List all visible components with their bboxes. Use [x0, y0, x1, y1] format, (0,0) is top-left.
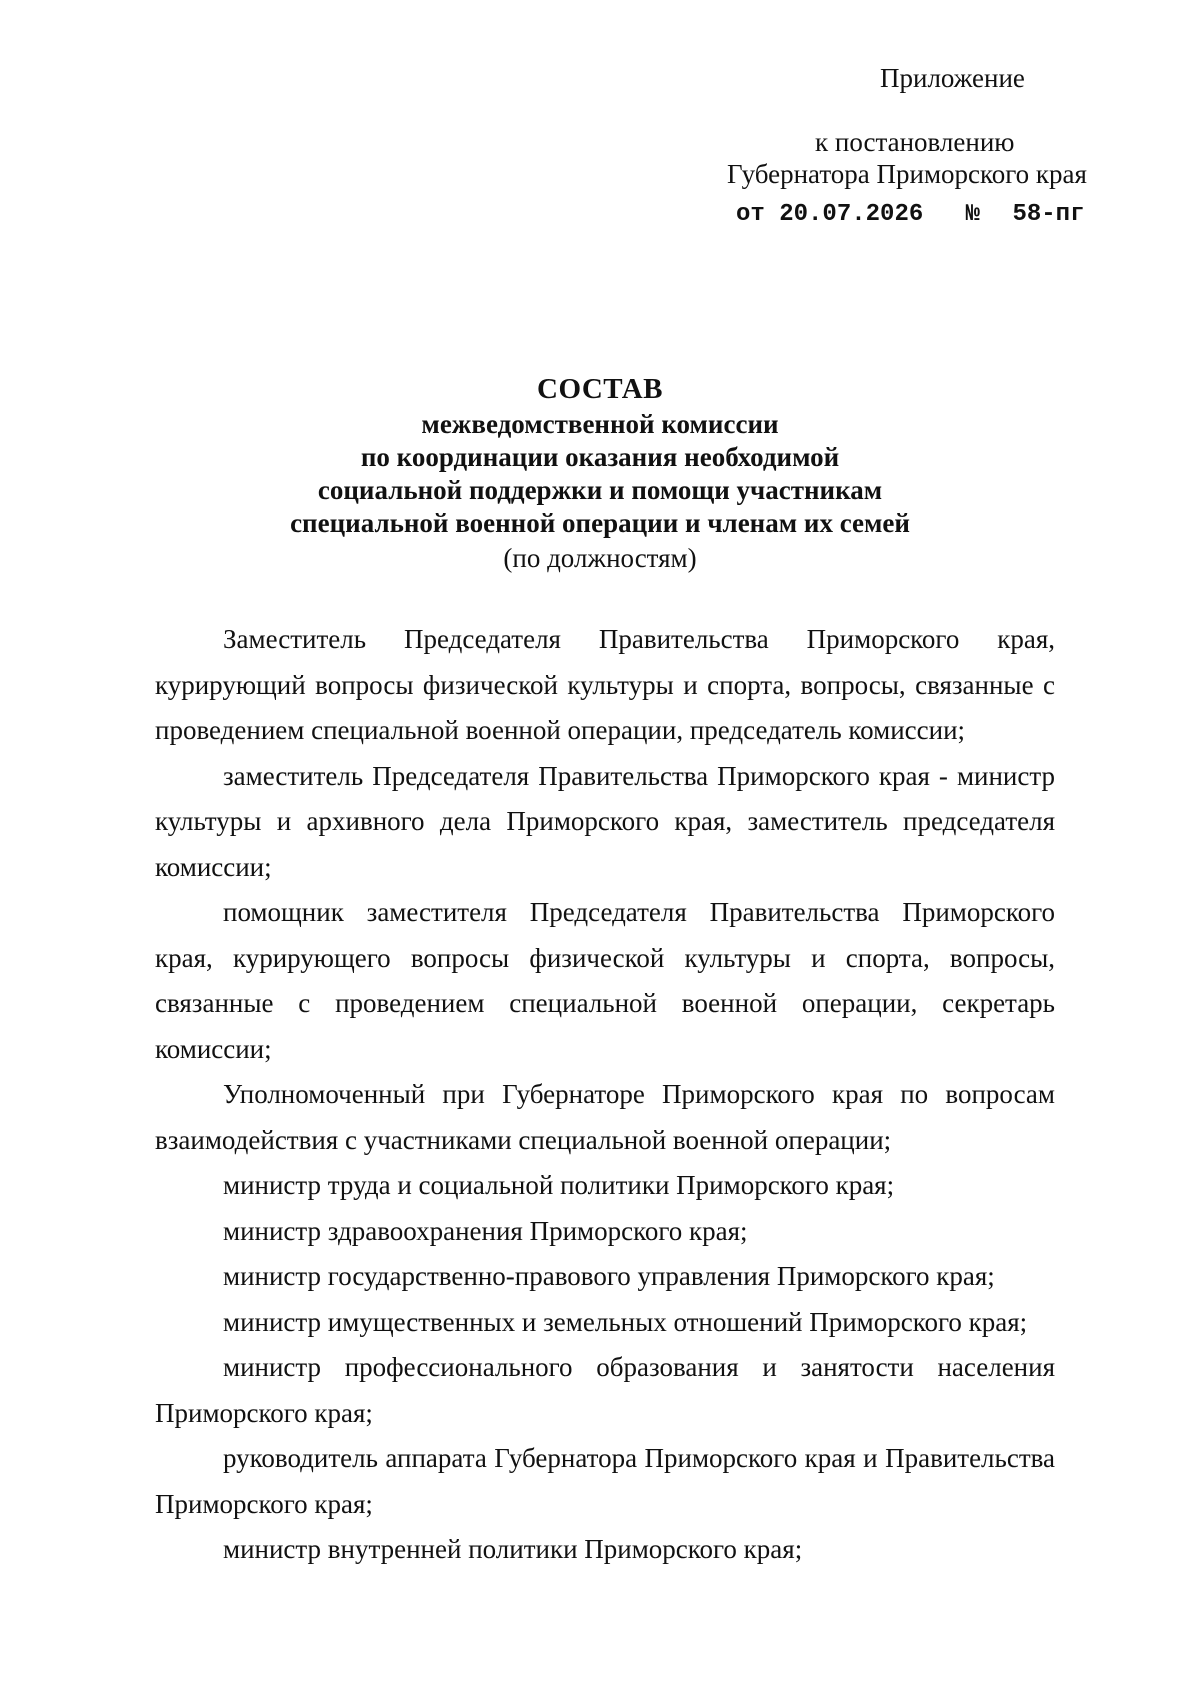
document-note: (по должностям): [503, 543, 697, 573]
member-item: Уполномоченный при Губернаторе Приморского края по вопросам взаимодействия с участниками специальной военной операции;: [155, 1079, 1055, 1155]
member-item: помощник заместителя Председателя Правительства Приморского края, курирующего вопросы физической культуры и спорта, вопросы, связанные с проведением специальной военной операции, секретарь комиссии;: [155, 897, 1055, 1064]
members-list: [155, 617, 1055, 1573]
member-item: Заместитель Председателя Правительства Приморского края, курирующий вопросы физической культуры и спорта, вопросы, связанные с проведением специальной военной операции, председатель комиссии;: [155, 624, 1055, 745]
document-subtitle-line: социальной поддержки и помощи участникам: [317, 475, 883, 505]
member-item: министр имущественных и земельных отношений Приморского края;: [223, 1306, 1028, 1337]
member-item: заместитель Председателя Правительства Приморского края - министр культуры и архивного дела Приморского края, заместитель председателя комиссии;: [155, 760, 1055, 882]
resolution-date: 20.07.2026: [779, 201, 924, 228]
appendix-label: Приложение: [880, 63, 1025, 93]
resolution-reference: к постановлению: [815, 127, 1015, 157]
member-item: министр внутренней политики Приморского края;: [223, 1534, 803, 1564]
document-title: СОСТАВ: [537, 373, 663, 405]
document-subtitle-line: межведомственной комиссии: [421, 409, 779, 439]
member-item: министр государственно-правового управления Приморского края;: [223, 1261, 995, 1291]
member-item: министр профессионального образования и занятости населения Приморского края;: [155, 1352, 1055, 1428]
document-subtitle-line: по координации оказания необходимой: [360, 442, 840, 472]
member-item: министр труда и социальной политики Приморского края;: [223, 1170, 895, 1200]
date-prefix: от: [736, 201, 765, 228]
governor-reference: Губернатора Приморского края: [727, 159, 1087, 189]
member-item: руководитель аппарата Губернатора Приморского края и Правительства Приморского края;: [155, 1443, 1055, 1519]
resolution-number: 58-пг: [1012, 201, 1085, 228]
member-item: министр здравоохранения Приморского края;: [223, 1215, 748, 1246]
resolution-date-number: [736, 196, 1084, 233]
document-subtitle-line: специальной военной операции и членам их семей: [290, 508, 910, 538]
number-sign: №: [965, 201, 981, 228]
document-title-block: [150, 370, 1050, 576]
